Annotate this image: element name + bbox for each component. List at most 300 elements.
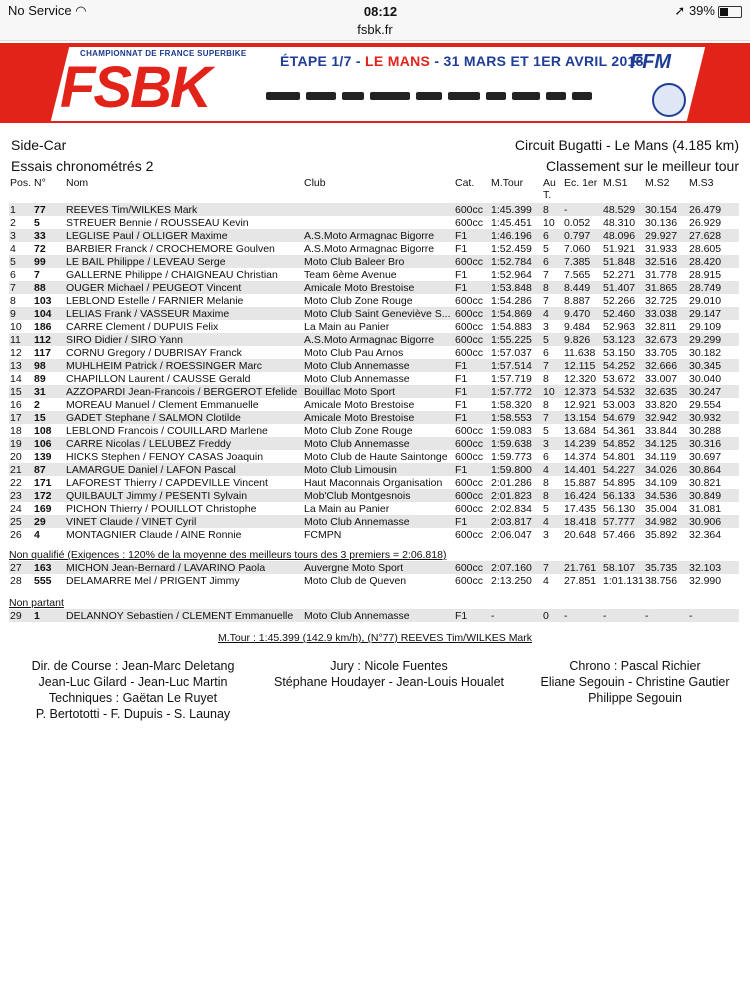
cell-pos-: 15 <box>9 385 33 398</box>
cell-au-t-: 3 <box>542 437 563 450</box>
fsbk-logo: FSBK <box>60 55 210 120</box>
cell-au-t-: 10 <box>542 385 563 398</box>
table-row <box>9 294 739 307</box>
cell-club: Moto Club de Haute Saintonge <box>304 450 448 463</box>
cell-nom: MOREAU Manuel / Clement Emmanuelle <box>66 398 259 411</box>
table-row <box>9 528 739 541</box>
cell-n-: 172 <box>33 489 65 502</box>
cell-nom: MUHLHEIM Patrick / ROESSINGER Marc <box>65 359 303 372</box>
cell-m-tour: 1:57.514 <box>490 359 542 372</box>
location-icon: ➚ <box>674 3 686 18</box>
table-row <box>9 574 739 587</box>
cell-m-s3: 30.288 <box>689 424 722 437</box>
cell-m-tour: 1:46.196 <box>490 229 542 242</box>
table-row <box>9 411 739 424</box>
official-line: Philippe Segouin <box>588 691 682 705</box>
cell-ec-1er: - <box>563 609 602 622</box>
cell-ec-1er: 14.401 <box>563 463 602 476</box>
cell-m-tour: 2:07.160 <box>490 561 542 574</box>
sponsor-logos <box>266 87 606 105</box>
cell-cat-: F1 <box>455 398 468 411</box>
ffm-logo: FFM <box>630 51 672 73</box>
table-row <box>9 476 739 489</box>
cell-m-s1: 51.921 <box>603 242 636 255</box>
cell-m-s3: 32.990 <box>689 574 722 587</box>
cell-m-tour: 1:52.784 <box>490 255 542 268</box>
column-header: Nom <box>66 177 89 189</box>
table-row <box>9 502 739 515</box>
cell-n-: 33 <box>33 229 65 242</box>
cell-club: Amicale Moto Brestoise <box>304 398 415 411</box>
cell-club: Moto Club Baleer Bro <box>303 255 454 268</box>
event-title: ÉTAPE 1/7 - LE MANS - 31 MARS ET 1ER AVRIL 2018 <box>280 53 644 69</box>
cell-ec-1er: 8.887 <box>564 294 591 307</box>
category-label: Side-Car <box>11 137 67 153</box>
non-qualifie-title: Non qualifié (Exigences : 120% de la moyenne des meilleurs tours des 3 premiers = 2:06.818) <box>9 549 447 561</box>
cell-au-t-: 8 <box>543 372 549 385</box>
cell-m-s1: 54.532 <box>602 385 644 398</box>
column-header: Cat. <box>455 177 475 189</box>
cell-pos-: 10 <box>10 320 22 333</box>
cell-m-s1: 56.133 <box>602 489 644 502</box>
cell-club: Auvergne Moto Sport <box>303 561 454 574</box>
url-bar[interactable]: fsbk.fr <box>0 22 750 41</box>
cell-pos-: 1 <box>9 203 33 216</box>
cell-ec-1er: - <box>563 203 602 216</box>
cell-ec-1er: 18.418 <box>563 515 602 528</box>
table-row <box>9 450 739 463</box>
cell-pos-: 14 <box>10 372 22 385</box>
cell-au-t-: 7 <box>543 294 549 307</box>
cell-m-tour: 1:55.225 <box>490 333 542 346</box>
cell-pos-: 7 <box>9 281 33 294</box>
cell-m-s1: 53.003 <box>603 398 636 411</box>
cell-m-s3: 28.605 <box>689 242 722 255</box>
cell-nom: LAMARGUE Daniel / LAFON Pascal <box>65 463 303 476</box>
cell-m-s3: 32.364 <box>689 528 722 541</box>
cell-m-s2: 32.635 <box>644 385 688 398</box>
cell-m-s3: 30.821 <box>689 476 722 489</box>
cell-ec-1er: 16.424 <box>563 489 602 502</box>
best-lap: M.Tour : 1:45.399 (142.9 km/h), (N°77) REEVES Tim/WILKES Mark <box>217 632 533 644</box>
cell-club <box>303 216 454 229</box>
cell-m-tour: 1:52.964 <box>491 268 532 281</box>
cell-cat-: 600cc <box>454 561 490 574</box>
cell-m-tour: 1:57.772 <box>490 385 542 398</box>
cell-au-t-: 0 <box>542 609 563 622</box>
cell-cat-: 600cc <box>454 255 490 268</box>
cell-m-s3: 29.109 <box>689 320 722 333</box>
cell-ec-1er: 9.484 <box>564 320 591 333</box>
table-row <box>9 255 739 268</box>
cell-cat-: F1 <box>454 281 490 294</box>
table-row <box>9 463 739 476</box>
cell-m-s1: 1:01.131 <box>603 574 644 587</box>
cell-m-s3: 26.929 <box>689 216 722 229</box>
cell-nom: CORNU Gregory / DUBRISAY Franck <box>66 346 242 359</box>
cell-au-t-: 8 <box>542 489 563 502</box>
cell-m-s3: 28.420 <box>688 255 739 268</box>
cell-nom: LAFOREST Thierry / CAPDEVILLE Vincent <box>66 476 268 489</box>
cell-au-t-: 5 <box>542 333 563 346</box>
cell-club: A.S.Moto Armagnac Bigorre <box>303 333 454 346</box>
cell-club: Amicale Moto Brestoise <box>303 281 454 294</box>
cell-m-s1: 52.963 <box>603 320 636 333</box>
cell-cat-: 600cc <box>454 203 490 216</box>
cell-m-tour: 1:45.451 <box>491 216 532 229</box>
cell-m-tour: 2:13.250 <box>491 574 532 587</box>
cell-n-: 7 <box>34 268 40 281</box>
cell-ec-1er: 20.648 <box>564 528 597 541</box>
cell-au-t-: 8 <box>543 398 549 411</box>
cell-pos-: 16 <box>10 398 22 411</box>
status-bar <box>0 0 750 22</box>
cell-au-t-: 10 <box>543 216 555 229</box>
cell-m-s1: 53.123 <box>602 333 644 346</box>
cell-pos-: 6 <box>10 268 16 281</box>
cell-n-: 108 <box>34 424 52 437</box>
cell-n-: 5 <box>34 216 40 229</box>
cell-m-s2: 34.536 <box>644 489 688 502</box>
cell-m-s1: 54.895 <box>603 476 636 489</box>
non-partant-title: Non partant <box>9 597 64 609</box>
cell-m-s1: 57.777 <box>602 515 644 528</box>
cell-m-tour: 1:57.037 <box>491 346 532 359</box>
non-qualifie-table <box>9 561 739 587</box>
cell-ec-1er: 14.374 <box>564 450 597 463</box>
cell-ec-1er: 21.761 <box>563 561 602 574</box>
table-row <box>9 372 739 385</box>
official-line: Stéphane Houdayer - Jean-Louis Houalet <box>273 675 504 689</box>
cell-pos-: 4 <box>10 242 16 255</box>
cell-m-s1: 48.529 <box>602 203 644 216</box>
cell-au-t-: 7 <box>542 359 563 372</box>
cell-club: Moto Club de Queven <box>304 574 407 587</box>
cell-cat-: F1 <box>454 229 490 242</box>
cell-nom: QUILBAULT Jimmy / PESENTI Sylvain <box>65 489 303 502</box>
cell-au-t-: 6 <box>543 450 549 463</box>
cell-pos-: 24 <box>10 502 22 515</box>
official-line: Jury : Nicole Fuentes <box>330 659 448 673</box>
cell-m-tour: - <box>490 609 542 622</box>
cell-m-tour: 1:58.320 <box>491 398 532 411</box>
cell-m-s2: 33.820 <box>645 398 678 411</box>
table-header <box>9 177 739 203</box>
table-row <box>9 268 739 281</box>
cell-au-t-: 3 <box>543 320 549 333</box>
cell-ec-1er: 15.887 <box>564 476 597 489</box>
cell-cat-: 600cc <box>455 476 484 489</box>
table-row <box>9 346 739 359</box>
column-header: M.S1 <box>603 177 628 189</box>
table-row <box>9 424 739 437</box>
cell-m-s3: 30.906 <box>688 515 739 528</box>
cell-m-tour: 1:59.638 <box>490 437 542 450</box>
cell-club: FCMPN <box>304 528 342 541</box>
officials <box>0 658 750 722</box>
cell-au-t-: 4 <box>543 574 549 587</box>
battery-icon <box>718 6 742 18</box>
cell-pos-: 8 <box>10 294 16 307</box>
cell-m-s2: 29.927 <box>644 229 688 242</box>
table-row <box>9 515 739 528</box>
cell-m-s3: 28.749 <box>688 281 739 294</box>
results-table <box>9 177 739 541</box>
column-header: N° <box>34 177 46 189</box>
cell-nom: LEBLOND Francois / COUILLARD Marlene <box>66 424 268 437</box>
cell-pos-: 26 <box>10 528 22 541</box>
cell-m-s1: 48.096 <box>602 229 644 242</box>
cell-n-: 87 <box>33 463 65 476</box>
cell-m-s2: 30.136 <box>645 216 678 229</box>
cell-m-tour: 1:54.883 <box>491 320 532 333</box>
cell-m-s2: 31.933 <box>645 242 678 255</box>
cell-nom: DELANNOY Sebastien / CLEMENT Emmanuelle <box>65 609 303 622</box>
cell-cat-: 600cc <box>455 216 484 229</box>
official-line: Dir. de Course : Jean-Marc Deletang <box>31 659 235 673</box>
cell-m-tour: 1:59.800 <box>490 463 542 476</box>
cell-m-s1: 53.150 <box>603 346 636 359</box>
cell-n-: 163 <box>33 561 65 574</box>
cell-m-s2: 33.844 <box>645 424 678 437</box>
cell-m-s3: 30.864 <box>688 463 739 476</box>
table-row <box>9 437 739 450</box>
cell-cat-: 600cc <box>455 424 484 437</box>
cell-pos-: 18 <box>10 424 22 437</box>
cell-ec-1er: 9.826 <box>563 333 602 346</box>
cell-pos-: 13 <box>9 359 33 372</box>
column-header: M.S3 <box>689 177 714 189</box>
cell-m-s2: 31.778 <box>645 268 678 281</box>
cell-m-tour: 2:02.834 <box>491 502 532 515</box>
cell-m-tour: 1:53.848 <box>490 281 542 294</box>
cell-n-: 15 <box>33 411 65 424</box>
cell-cat-: F1 <box>454 515 490 528</box>
cell-club: Moto Club Annemasse <box>303 609 454 622</box>
cell-m-s2: 32.666 <box>644 359 688 372</box>
official-line: P. Bertototti - F. Dupuis - S. Launay <box>35 707 231 721</box>
cell-m-s2: 33.038 <box>644 307 688 320</box>
column-header: Au T. <box>543 177 556 201</box>
cell-cat-: 600cc <box>455 346 484 359</box>
cell-cat-: F1 <box>454 385 490 398</box>
cell-pos-: 20 <box>10 450 22 463</box>
table-row <box>9 281 739 294</box>
cell-cat-: 600cc <box>455 502 484 515</box>
cell-nom: CARRE Nicolas / LELUBEZ Freddy <box>65 437 303 450</box>
column-header: Club <box>304 177 326 189</box>
cell-club: Moto Club Annemasse <box>303 515 454 528</box>
cell-m-s1: 58.107 <box>602 561 644 574</box>
table-row <box>9 242 739 255</box>
cell-n-: 171 <box>34 476 52 489</box>
cell-ec-1er: 0.052 <box>564 216 591 229</box>
cell-cat-: F1 <box>454 359 490 372</box>
cell-pos-: 23 <box>9 489 33 502</box>
cell-cat-: F1 <box>454 609 490 622</box>
cell-pos-: 17 <box>9 411 33 424</box>
cell-club: Mob'Club Montgesnois <box>303 489 454 502</box>
cell-au-t-: 4 <box>542 463 563 476</box>
carrier: No Service ◠ <box>8 3 87 18</box>
cell-ec-1er: 7.565 <box>564 268 591 281</box>
cell-m-s3: 30.932 <box>688 411 739 424</box>
cell-ec-1er: 13.154 <box>563 411 602 424</box>
cell-nom: GALLERNE Philippe / CHAIGNEAU Christian <box>66 268 278 281</box>
cell-nom: CARRE Clement / DUPUIS Felix <box>66 320 219 333</box>
cell-m-s1: 52.460 <box>602 307 644 320</box>
cell-ec-1er: 11.638 <box>564 346 596 359</box>
cell-club <box>303 203 454 216</box>
cell-club: Moto Club Annemasse <box>304 372 410 385</box>
cell-ec-1er: 27.851 <box>564 574 597 587</box>
cell-m-s2: 35.004 <box>645 502 678 515</box>
official-line: Eliane Segouin - Christine Gautier <box>540 675 730 689</box>
cell-au-t-: 7 <box>542 561 563 574</box>
column-header: M.S2 <box>645 177 670 189</box>
official-line: Chrono : Pascal Richier <box>569 659 701 673</box>
cell-club: A.S.Moto Armagnac Bigorre <box>304 242 435 255</box>
cell-n-: 555 <box>34 574 52 587</box>
cell-cat-: 600cc <box>454 307 490 320</box>
cell-club: Moto Club Zone Rouge <box>304 294 413 307</box>
cell-nom: SIRO Didier / SIRO Yann <box>65 333 303 346</box>
cell-n-: 2 <box>34 398 40 411</box>
cell-n-: 117 <box>34 346 51 359</box>
clock: 08:12 <box>363 3 398 19</box>
cell-pos-: 19 <box>9 437 33 450</box>
cell-pos-: 5 <box>9 255 33 268</box>
cell-m-tour: 2:06.047 <box>491 528 532 541</box>
non-partant-table <box>9 609 739 622</box>
cell-pos-: 29 <box>9 609 33 622</box>
cell-nom: PICHON Thierry / POUILLOT Christophe <box>66 502 257 515</box>
cell-m-s3: 32.103 <box>688 561 739 574</box>
session-label: Essais chronométrés 2 <box>11 158 154 174</box>
table-row <box>9 398 739 411</box>
cell-m-tour: 1:59.773 <box>491 450 532 463</box>
cell-m-s3: 30.697 <box>689 450 722 463</box>
cell-ec-1er: 17.435 <box>564 502 597 515</box>
cell-ec-1er: 8.449 <box>563 281 602 294</box>
cell-m-s1: 54.801 <box>603 450 636 463</box>
cell-pos-: 2 <box>10 216 16 229</box>
cell-cat-: 600cc <box>455 528 484 541</box>
cell-pos-: 22 <box>10 476 22 489</box>
cell-n-: 88 <box>33 281 65 294</box>
cell-ec-1er: 12.921 <box>564 398 597 411</box>
cell-club: A.S.Moto Armagnac Bigorre <box>303 229 454 242</box>
cell-ec-1er: 12.320 <box>564 372 597 385</box>
cell-cat-: 600cc <box>455 294 484 307</box>
cell-m-s2: 30.154 <box>644 203 688 216</box>
cell-m-s2: 32.811 <box>645 320 677 333</box>
cell-cat-: F1 <box>455 242 468 255</box>
cell-au-t-: 5 <box>543 242 549 255</box>
cell-cat-: 600cc <box>455 574 484 587</box>
cell-cat-: 600cc <box>454 333 490 346</box>
table-row <box>9 333 739 346</box>
column-header: Pos. <box>10 177 32 189</box>
cell-pos-: 11 <box>9 333 33 346</box>
cell-au-t-: 8 <box>542 203 563 216</box>
cell-nom: VINET Claude / VINET Cyril <box>65 515 303 528</box>
table-row <box>9 489 739 502</box>
official-line: Jean-Luc Gilard - Jean-Luc Martin <box>38 675 228 689</box>
cell-n-: 103 <box>34 294 52 307</box>
cell-nom: LEBLOND Estelle / FARNIER Melanie <box>66 294 244 307</box>
cell-pos-: 27 <box>9 561 33 574</box>
cell-n-: 89 <box>34 372 46 385</box>
cell-ec-1er: 14.239 <box>563 437 602 450</box>
cell-nom: BARBIER Franck / CROCHEMORE Goulven <box>66 242 275 255</box>
cell-m-tour: 1:58.553 <box>490 411 542 424</box>
cell-pos-: 12 <box>10 346 22 359</box>
cell-au-t-: 4 <box>542 515 563 528</box>
cell-cat-: F1 <box>454 463 490 476</box>
cell-nom: OUGER Michael / PEUGEOT Vincent <box>65 281 303 294</box>
cell-club: La Main au Panier <box>304 502 390 515</box>
table-row <box>9 359 739 372</box>
cell-n-: 106 <box>33 437 65 450</box>
cell-m-s1: 54.361 <box>603 424 636 437</box>
cell-nom: REEVES Tim/WILKES Mark <box>65 203 303 216</box>
cell-m-s2: 34.109 <box>645 476 678 489</box>
cell-club: Moto Club Saint Geneviève S... <box>303 307 454 320</box>
cell-m-s2: 38.756 <box>645 574 678 587</box>
cell-m-s1: 53.672 <box>603 372 636 385</box>
table-row <box>9 609 739 622</box>
cell-m-s3: 30.316 <box>688 437 739 450</box>
cell-n-: 112 <box>33 333 65 346</box>
cell-m-s3: 30.040 <box>689 372 722 385</box>
cell-au-t-: 5 <box>543 502 549 515</box>
column-header: Ec. 1er <box>564 177 598 189</box>
cell-nom: HICKS Stephen / FENOY CASAS Joaquin <box>66 450 264 463</box>
cell-n-: 99 <box>33 255 65 268</box>
cell-club: Moto Club Zone Rouge <box>304 424 413 437</box>
cell-m-tour: 1:57.719 <box>491 372 532 385</box>
cell-m-s1: 52.271 <box>603 268 636 281</box>
wifi-icon: ◠ <box>75 3 87 18</box>
cell-m-tour: 1:59.083 <box>491 424 532 437</box>
banner-subtitle: CHAMPIONNAT DE FRANCE SUPERBIKE <box>80 49 247 58</box>
cell-au-t-: 6 <box>542 255 563 268</box>
cell-n-: 169 <box>34 502 52 515</box>
cell-m-s2: 33.705 <box>645 346 678 359</box>
table-row <box>9 307 739 320</box>
cell-m-s1: - <box>602 609 644 622</box>
cell-au-t-: 4 <box>542 307 563 320</box>
cell-m-s2: 34.119 <box>645 450 677 463</box>
table-row <box>9 385 739 398</box>
emblem-icon <box>652 83 686 117</box>
circuit-label: Circuit Bugatti - Le Mans (4.185 km) <box>514 137 739 153</box>
cell-pos-: 9 <box>9 307 33 320</box>
cell-m-s1: 52.266 <box>603 294 636 307</box>
cell-m-s2: 32.516 <box>644 255 688 268</box>
cell-nom: CHAPILLON Laurent / CAUSSE Gerald <box>66 372 251 385</box>
column-header: M.Tour <box>491 177 524 189</box>
cell-n-: 1 <box>33 609 65 622</box>
battery-status: ➚ 39% <box>674 3 742 19</box>
cell-cat-: 600cc <box>455 320 484 333</box>
cell-club: Bouillac Moto Sport <box>303 385 454 398</box>
cell-au-t-: 8 <box>543 476 549 489</box>
cell-n-: 186 <box>34 320 52 333</box>
cell-cat-: 600cc <box>454 489 490 502</box>
cell-au-t-: 7 <box>542 411 563 424</box>
